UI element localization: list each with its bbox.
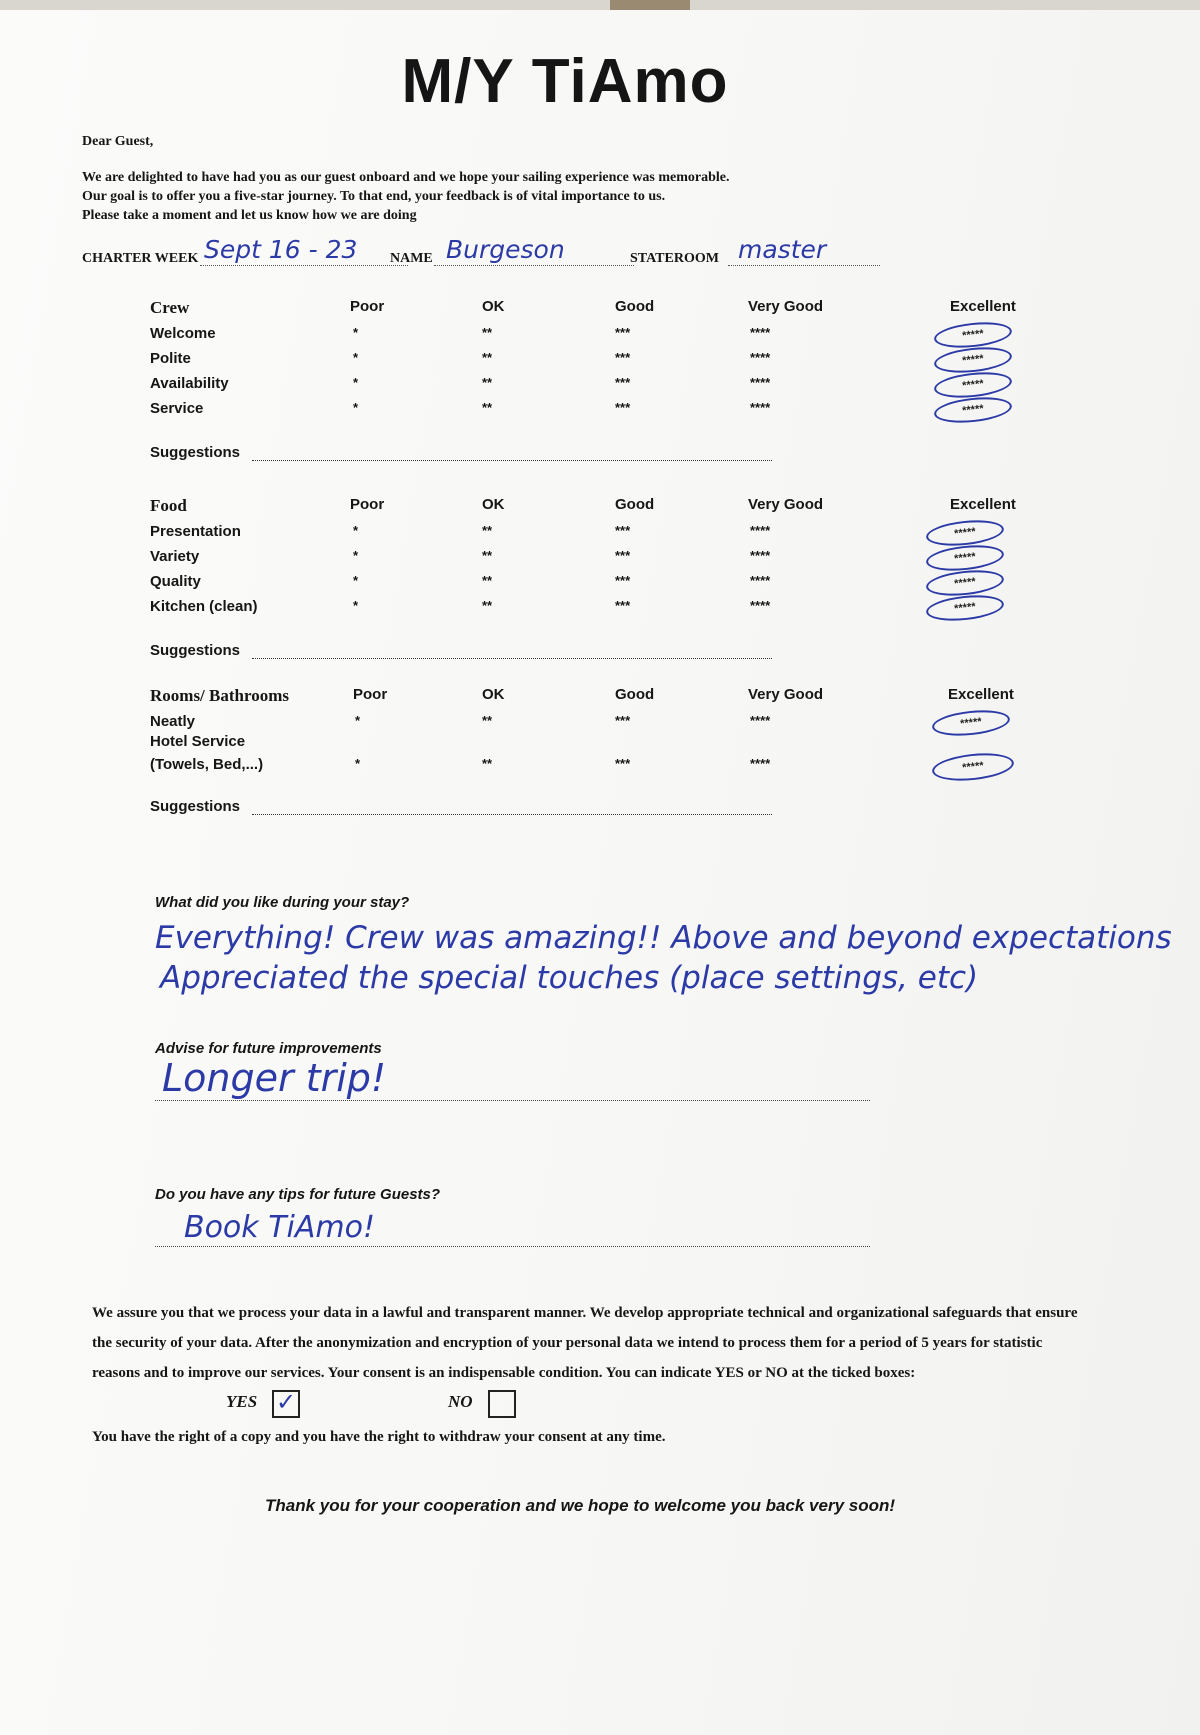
item-label: Availability [150,375,229,392]
item-label: Variety [150,548,200,565]
excellent-option-circled[interactable]: ***** [925,592,1005,624]
rating-row-kitchen [150,598,1030,622]
item-label: (Towels, Bed,...) [150,756,264,773]
name-value[interactable]: Burgeson [446,235,565,264]
guest-info-row [82,236,882,270]
tips-answer[interactable]: Book TiAmo! [184,1210,375,1245]
yes-checkbox[interactable] [272,1390,300,1418]
no-label: NO [448,1392,473,1411]
poor-option[interactable]: * [353,400,359,415]
very-good-option[interactable]: **** [750,325,771,340]
food-title: Food [150,496,187,515]
excellent-option-circled[interactable]: ***** [925,542,1005,574]
charter-week-value[interactable]: Sept 16 - 23 [204,235,358,264]
crew-title: Crew [150,298,190,317]
good-option[interactable]: *** [615,598,631,613]
item-label: Welcome [150,325,216,342]
rating-row-service [150,400,1030,424]
food-suggestions-line[interactable] [252,658,772,659]
poor-option[interactable]: * [353,598,359,613]
poor-option[interactable]: * [353,548,359,563]
very-good-header: Very Good [748,496,824,513]
intro-line-3: Please take a moment and let us know how we are doing [82,208,417,223]
very-good-option[interactable]: **** [750,756,771,771]
excellent-option-circled[interactable]: ***** [933,319,1013,351]
excellent-option-circled[interactable]: ***** [925,517,1005,549]
tips-answer-line [155,1246,870,1247]
rooms-header-row [150,686,1030,710]
rating-row-quality [150,573,1030,597]
advise-question: Advise for future improvements [155,1040,382,1057]
intro-line-2: Our goal is to offer you a five-star journey. To that end, your feedback is of vital importance to us. [82,189,666,204]
liked-answer-line-2[interactable]: Appreciated the special touches (place settings, etc) [160,960,979,996]
ok-option[interactable]: ** [482,325,493,340]
good-option[interactable]: *** [615,573,631,588]
ok-option[interactable]: ** [482,713,493,728]
item-label: Service [150,400,204,417]
crew-header-row [150,298,1030,322]
rights-text: You have the right of a copy and you have the right to withdraw your consent at any time. [92,1429,666,1445]
charter-week-label: CHARTER WEEK [82,251,199,266]
rooms-suggestions-label: Suggestions [150,798,241,815]
crew-suggestions-label: Suggestions [150,444,241,461]
intro-line-1: We are delighted to have had you as our guest onboard and we hope your sailing experience was memorable. [82,170,730,185]
poor-option[interactable]: * [353,325,359,340]
stateroom-label: STATEROOM [630,251,719,266]
item-label: Quality [150,573,201,590]
rating-row-polite [150,350,1030,374]
ok-header: OK [482,298,505,315]
stateroom-value[interactable]: master [738,235,827,264]
item-label: Neatly [150,713,196,730]
ok-header: OK [482,496,505,513]
item-label: Kitchen (clean) [150,598,258,615]
rooms-title: Rooms/ Bathrooms [150,686,289,705]
excellent-header: Excellent [948,686,1014,703]
crew-suggestions-line[interactable] [252,460,772,461]
poor-option[interactable]: * [353,523,359,538]
good-option[interactable]: *** [615,375,631,390]
thank-you-note: Thank you for your cooperation and we hope to welcome you back very soon! [264,1496,896,1515]
check-mark-icon: ✓ [276,1389,297,1416]
ok-option[interactable]: ** [482,375,493,390]
excellent-header: Excellent [950,298,1016,315]
good-option[interactable]: *** [615,325,631,340]
salutation: Dear Guest, [82,134,154,149]
liked-answer-line-1[interactable]: Everything! Crew was amazing!! Above and beyond expectations [155,920,1172,956]
poor-header: Poor [350,496,385,513]
yes-label: YES [226,1392,258,1411]
good-option[interactable]: *** [615,548,631,563]
good-option[interactable]: *** [615,350,631,365]
excellent-header: Excellent [950,496,1016,513]
ok-option[interactable]: ** [482,548,493,563]
ok-option[interactable]: ** [482,756,493,771]
good-option[interactable]: *** [615,756,631,771]
charter-week-line [200,265,408,266]
good-option[interactable]: *** [615,400,631,415]
excellent-option-circled[interactable]: ***** [931,750,1015,784]
very-good-option[interactable]: **** [750,523,771,538]
excellent-option-circled[interactable]: ***** [925,567,1005,599]
liked-question: What did you like during your stay? [155,894,410,911]
good-option[interactable]: *** [615,523,631,538]
excellent-option-circled[interactable]: ***** [933,344,1013,376]
item-label: Hotel Service [150,733,246,750]
name-label: NAME [390,251,433,266]
ok-option[interactable]: ** [482,523,493,538]
ok-option[interactable]: ** [482,400,493,415]
excellent-option-circled[interactable]: ***** [933,369,1013,401]
poor-header: Poor [353,686,388,703]
very-good-option[interactable]: **** [750,573,771,588]
very-good-header: Very Good [748,298,824,315]
rating-row-welcome [150,325,1030,349]
poor-option[interactable]: * [353,350,359,365]
page-top-shadow [610,0,690,10]
ok-option[interactable]: ** [482,598,493,613]
poor-header: Poor [350,298,385,315]
excellent-option-circled[interactable]: ***** [933,394,1013,426]
good-header: Good [615,298,655,315]
item-label: Presentation [150,523,241,540]
data-consent-text: We assure you that we process your data in a lawful and transparent manner. We develop appropriate technical and organizational safeguards that ensure the security of your data. After the anonymization and encryption of your personal data we intend to process them for a period of 5 years for statistic reasons and to improve our services. Your consent is an indispensable condition. You can indicate YES or NO at the ticked boxes: [92,1305,1078,1381]
rating-row-hotel-service [150,733,1030,757]
ok-option[interactable]: ** [482,573,493,588]
very-good-header: Very Good [748,686,824,703]
poor-option[interactable]: * [355,756,361,771]
very-good-option[interactable]: **** [750,548,771,563]
very-good-option[interactable]: **** [750,350,771,365]
ok-header: OK [482,686,505,703]
advise-answer[interactable]: Longer trip! [162,1056,387,1100]
item-label: Polite [150,350,191,367]
poor-option[interactable]: * [355,713,361,728]
rooms-suggestions-line[interactable] [252,814,772,815]
page-top-edge [0,0,1200,10]
food-header-row [150,496,1030,520]
advise-answer-line [155,1100,870,1101]
rating-row-towels-bed [150,756,1030,780]
good-header: Good [615,686,655,703]
very-good-option[interactable]: **** [750,375,771,390]
rating-row-availability [150,375,1030,399]
good-header: Good [615,496,655,513]
stateroom-line [728,265,880,266]
poor-option[interactable]: * [353,375,359,390]
very-good-option[interactable]: **** [750,598,771,613]
excellent-option-circled[interactable]: ***** [931,707,1011,739]
tips-question: Do you have any tips for future Guests? [155,1186,441,1203]
name-line [434,265,634,266]
very-good-option[interactable]: **** [750,400,771,415]
rating-row-variety [150,548,1030,572]
good-option[interactable]: *** [615,713,631,728]
yacht-title: M/Y TiAmo [401,47,729,116]
ok-option[interactable]: ** [482,350,493,365]
food-suggestions-label: Suggestions [150,642,241,659]
very-good-option[interactable]: **** [750,713,771,728]
no-checkbox[interactable] [488,1390,516,1418]
poor-option[interactable]: * [353,573,359,588]
rating-row-presentation [150,523,1030,547]
